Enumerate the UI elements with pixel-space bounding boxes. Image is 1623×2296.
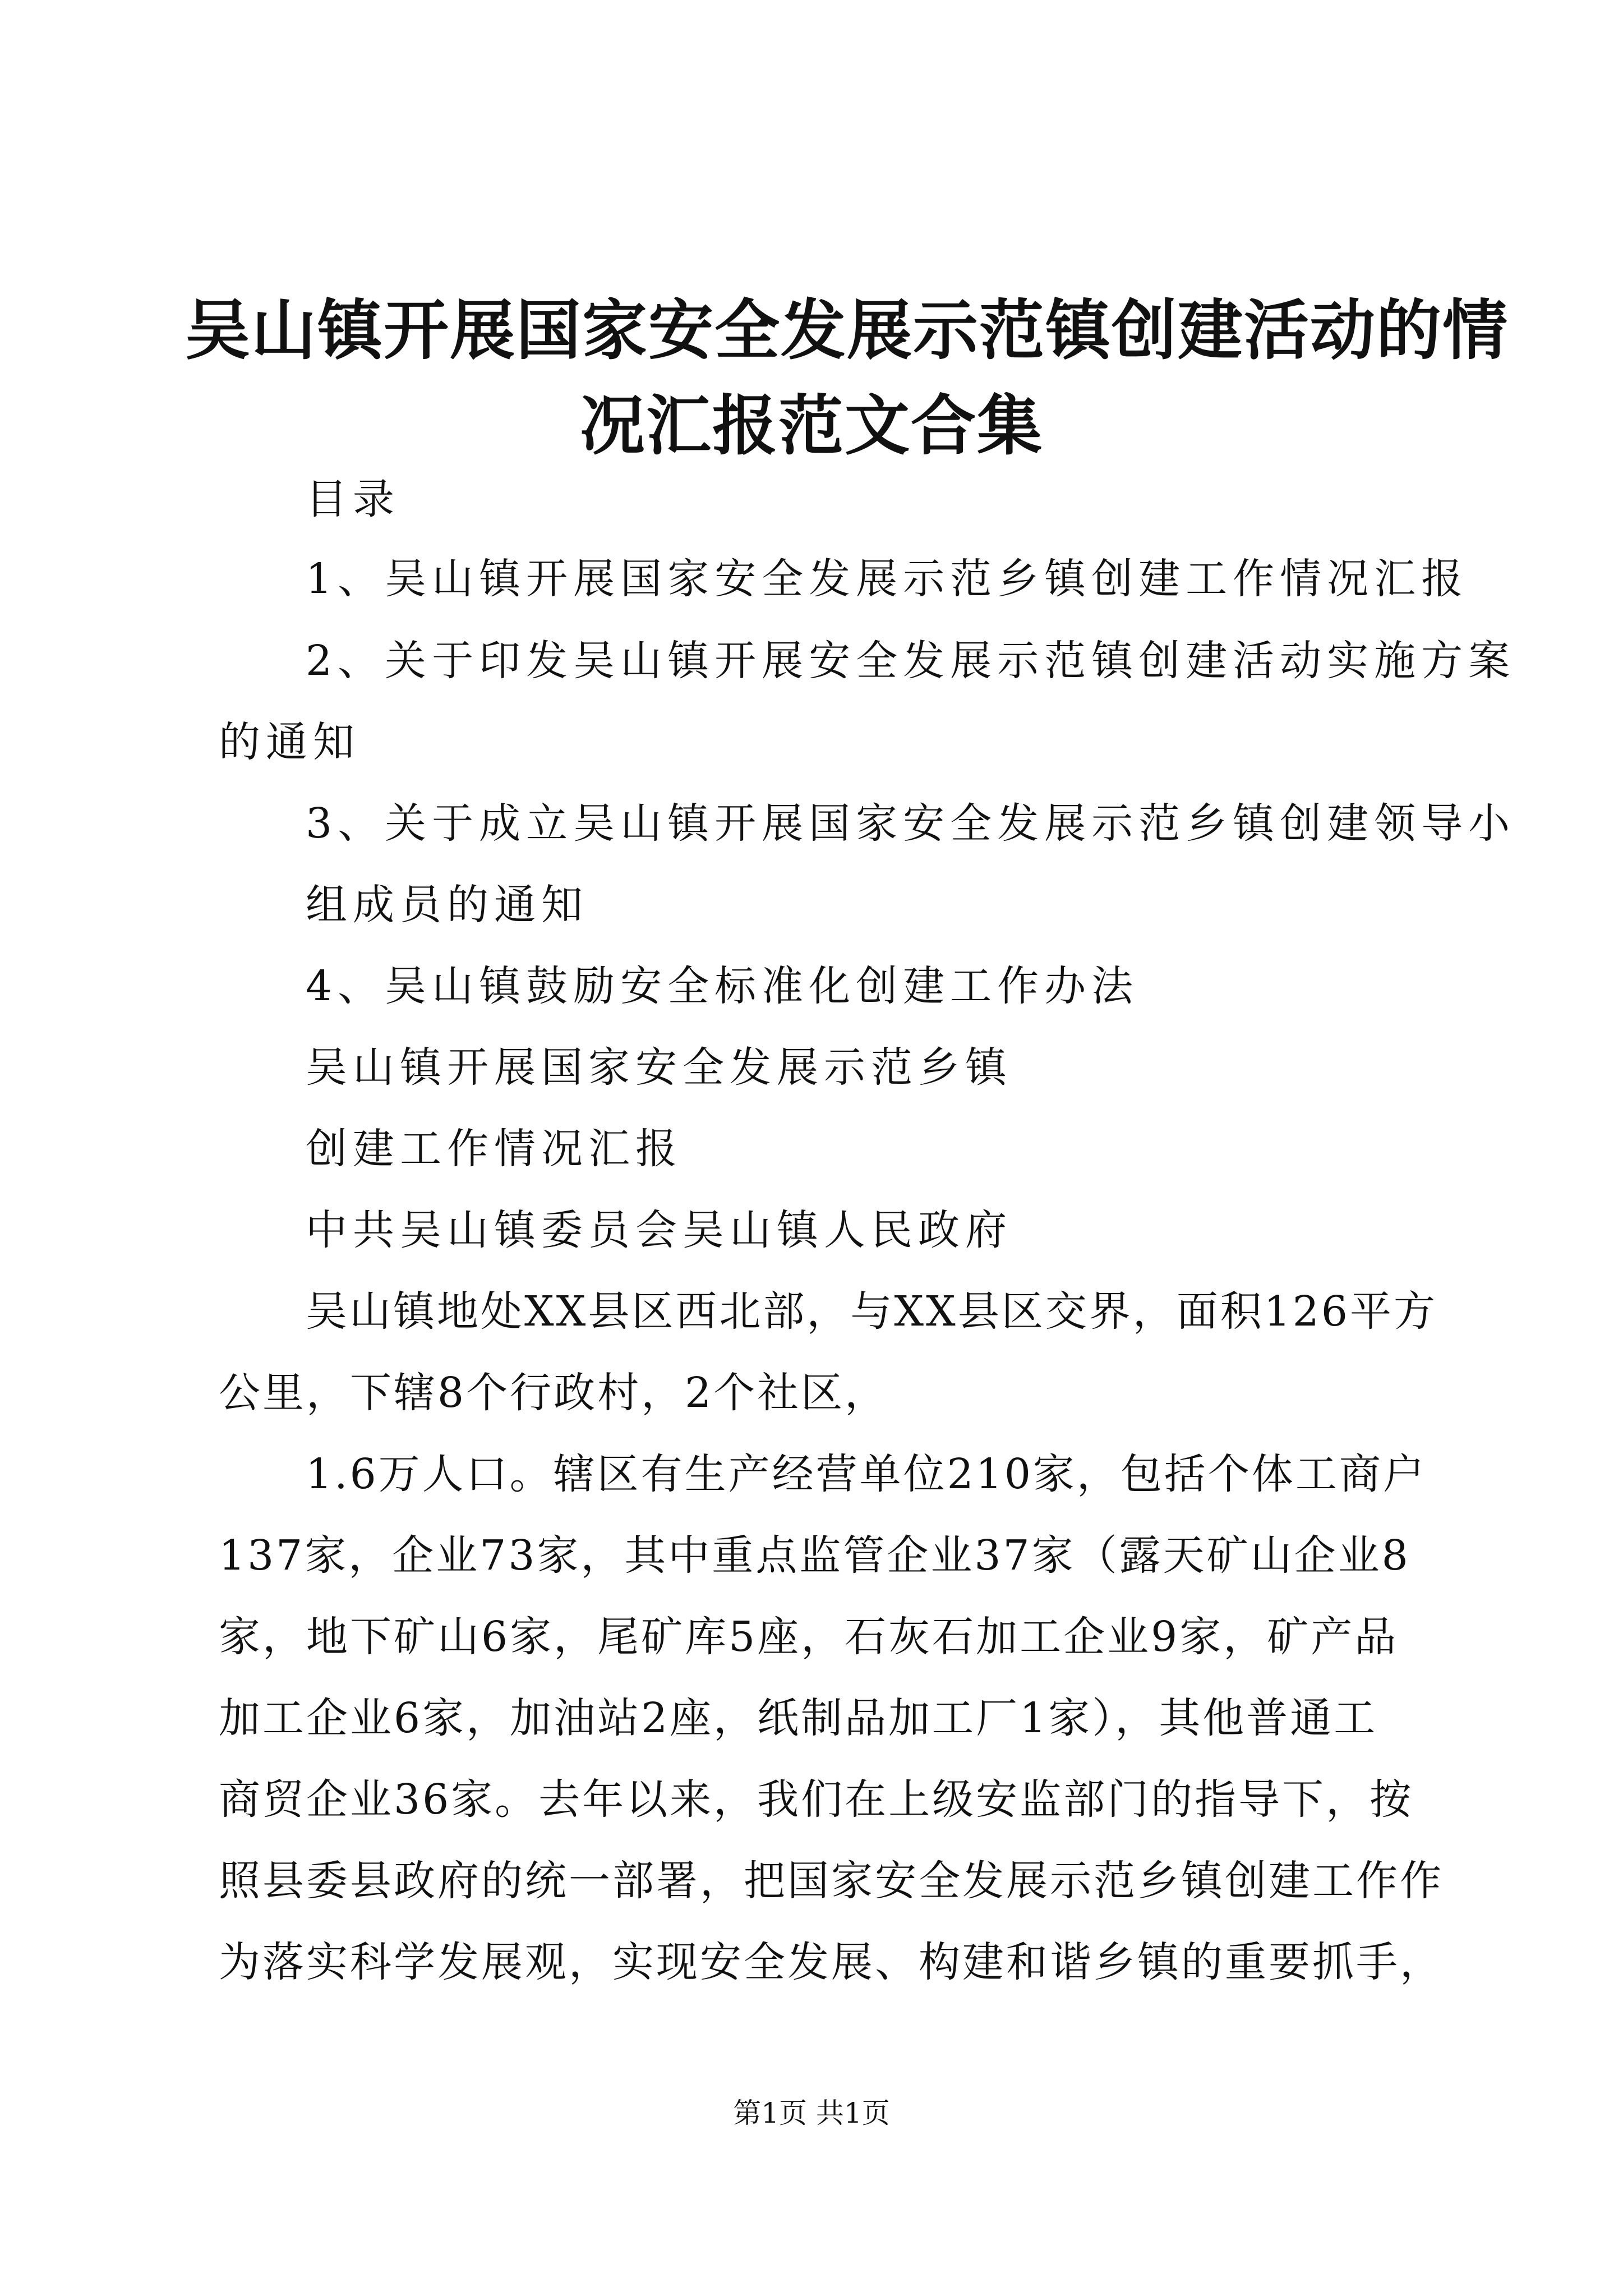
section-title-line-2: 创建工作情况汇报 [306,1125,683,1173]
paragraph-2-line-5: 商贸企业36家。去年以来，我们在上级安监部门的指导下，按 [219,1775,1414,1824]
toc-heading: 目录 [306,475,400,523]
section-title-line-1: 吴山镇开展国家安全发展示范乡镇 [306,1043,1012,1092]
paragraph-2-line-3: 家，地下矿山6家，尾矿库5座，石灰石加工企业9家，矿产品 [219,1613,1399,1661]
paragraph-2-line-2: 137家，企业73家，其中重点监管企业37家（露天矿山企业8 [219,1531,1410,1580]
page-footer [0,2093,1623,2133]
title-line-1: 吴山镇开展国家安全发展示范镇创建活动的情 [185,293,1509,369]
paragraph-2-line-1: 1.6万人口。辖区有生产经营单位210家，包括个体工商户 [306,1450,1427,1498]
paragraph-1-line-1: 吴山镇地处XX县区西北部，与XX县区交界，面积126平方 [306,1287,1437,1336]
page-number-text: 第1页 共1页 [733,2097,890,2129]
title-line-2: 况汇报范文合集 [580,388,1043,464]
toc-item-2-line-1: 2、关于印发吴山镇开展安全发展示范镇创建活动实施方案 [306,637,1516,685]
document-title [185,283,1509,474]
paragraph-1-line-2: 公里，下辖8个行政村，2个社区， [219,1369,889,1417]
toc-item-3-line-1: 3、关于成立吴山镇开展国家安全发展示范乡镇创建领导小 [306,799,1516,848]
paragraph-2-line-7: 为落实科学发展观，实现安全发展、构建和谐乡镇的重要抓手， [219,1938,1444,1986]
toc-item-4: 4、吴山镇鼓励安全标准化创建工作办法 [306,962,1139,1010]
issuer-line: 中共吴山镇委员会吴山镇人民政府 [306,1206,1012,1254]
paragraph-2-line-4: 加工企业6家，加油站2座，纸制品加工厂1家），其他普通工 [219,1694,1378,1742]
toc-item-1: 1、吴山镇开展国家安全发展示范乡镇创建工作情况汇报 [306,555,1469,603]
toc-item-2-line-2: 的通知 [219,718,360,766]
toc-item-3-line-2: 组成员的通知 [306,881,588,929]
paragraph-2-line-6: 照县委县政府的统一部署，把国家安全发展示范乡镇创建工作作 [219,1857,1444,1905]
